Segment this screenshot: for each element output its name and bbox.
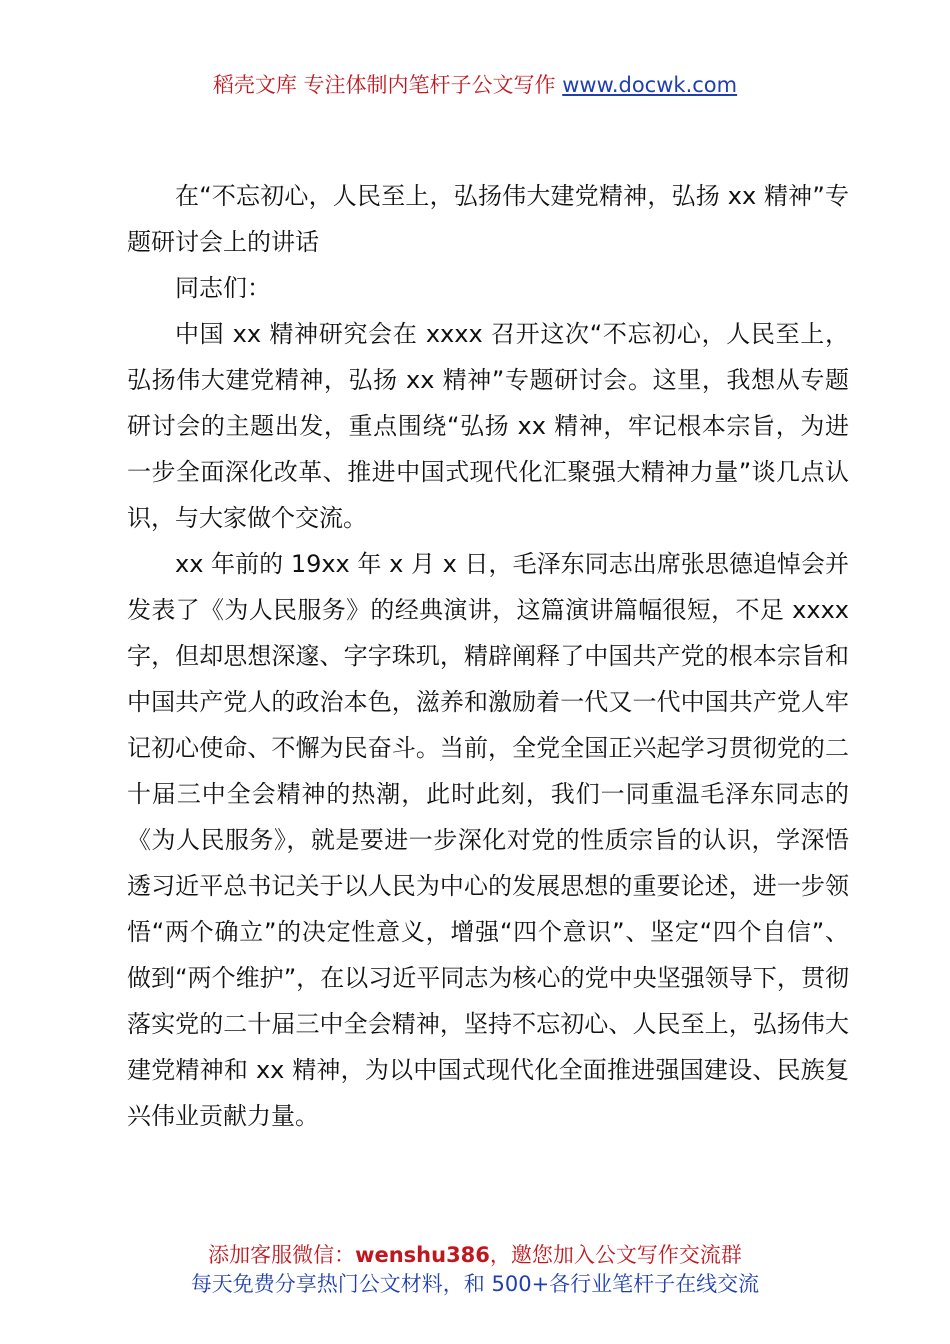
footer-share-line: 每天免费分享热门公文材料，和 500+各行业笔杆子在线交流 <box>190 1272 760 1296</box>
document-paragraph: 中国 xx 精神研究会在 xxxx 召开这次“不忘初心，人民至上，弘扬伟大建党精神，弘扬 xx 精神”专题研讨会。这里，我想从专题研讨会的主题出发，重点围绕“弘扬 xx 精神，牢记根本宗旨，为进一步全面深化改革、推进中国式现代化汇聚强大精神力量”谈几点认识，与大家做个交流。 <box>127 320 849 532</box>
document-body <box>127 173 849 1139</box>
footer-contact-prefix: 添加客服微信： <box>208 1243 356 1267</box>
page-footer <box>0 1241 950 1299</box>
footer-contact-suffix: ，邀您加入公文写作交流群 <box>489 1243 742 1267</box>
footer-contact-line <box>0 1241 950 1270</box>
header-brand-text: 稻壳文库 专注体制内笔杆子公文写作 <box>212 73 563 97</box>
header-site-link[interactable]: www.docwk.com <box>562 73 738 97</box>
footer-wechat-id: wenshu386 <box>355 1243 490 1267</box>
document-title: 在“不忘初心，人民至上，弘扬伟大建党精神，弘扬 xx 精神”专题研讨会上的讲话 <box>127 182 849 256</box>
page-header <box>0 70 950 100</box>
document-paragraph: xx 年前的 19xx 年 x 月 x 日，毛泽东同志出席张思德追悼会并发表了《为人民服务》的经典演讲，这篇演讲篇幅很短，不足 xxxx 字，但却思想深邃、字字珠玑，精辟阐释了中国共产党的根本宗旨和中国共产党人的政治本色，滋养和激励着一代又一代中国共产党人牢记初心使命、不懈为民奋斗。当前，全党全国正兴起学习贯彻党的二十届三中全会精神的热潮，此时此刻，我们一同重温毛泽东同志的《为人民服务》，就是要进一步深化对党的性质宗旨的认识，学深悟透习近平总书记关于以人民为中心的发展思想的重要论述，进一步领悟“两个确立”的决定性意义，增强“四个意识”、坚定“四个自信”、做到“两个维护”，在以习近平同志为核心的党中央坚强领导下，贯彻落实党的二十届三中全会精神，坚持不忘初心、人民至上，弘扬伟大建党精神和 xx 精神，为以中国式现代化全面推进强国建设、民族复兴伟业贡献力量。 <box>127 550 849 1130</box>
document-salutation: 同志们： <box>175 274 271 302</box>
